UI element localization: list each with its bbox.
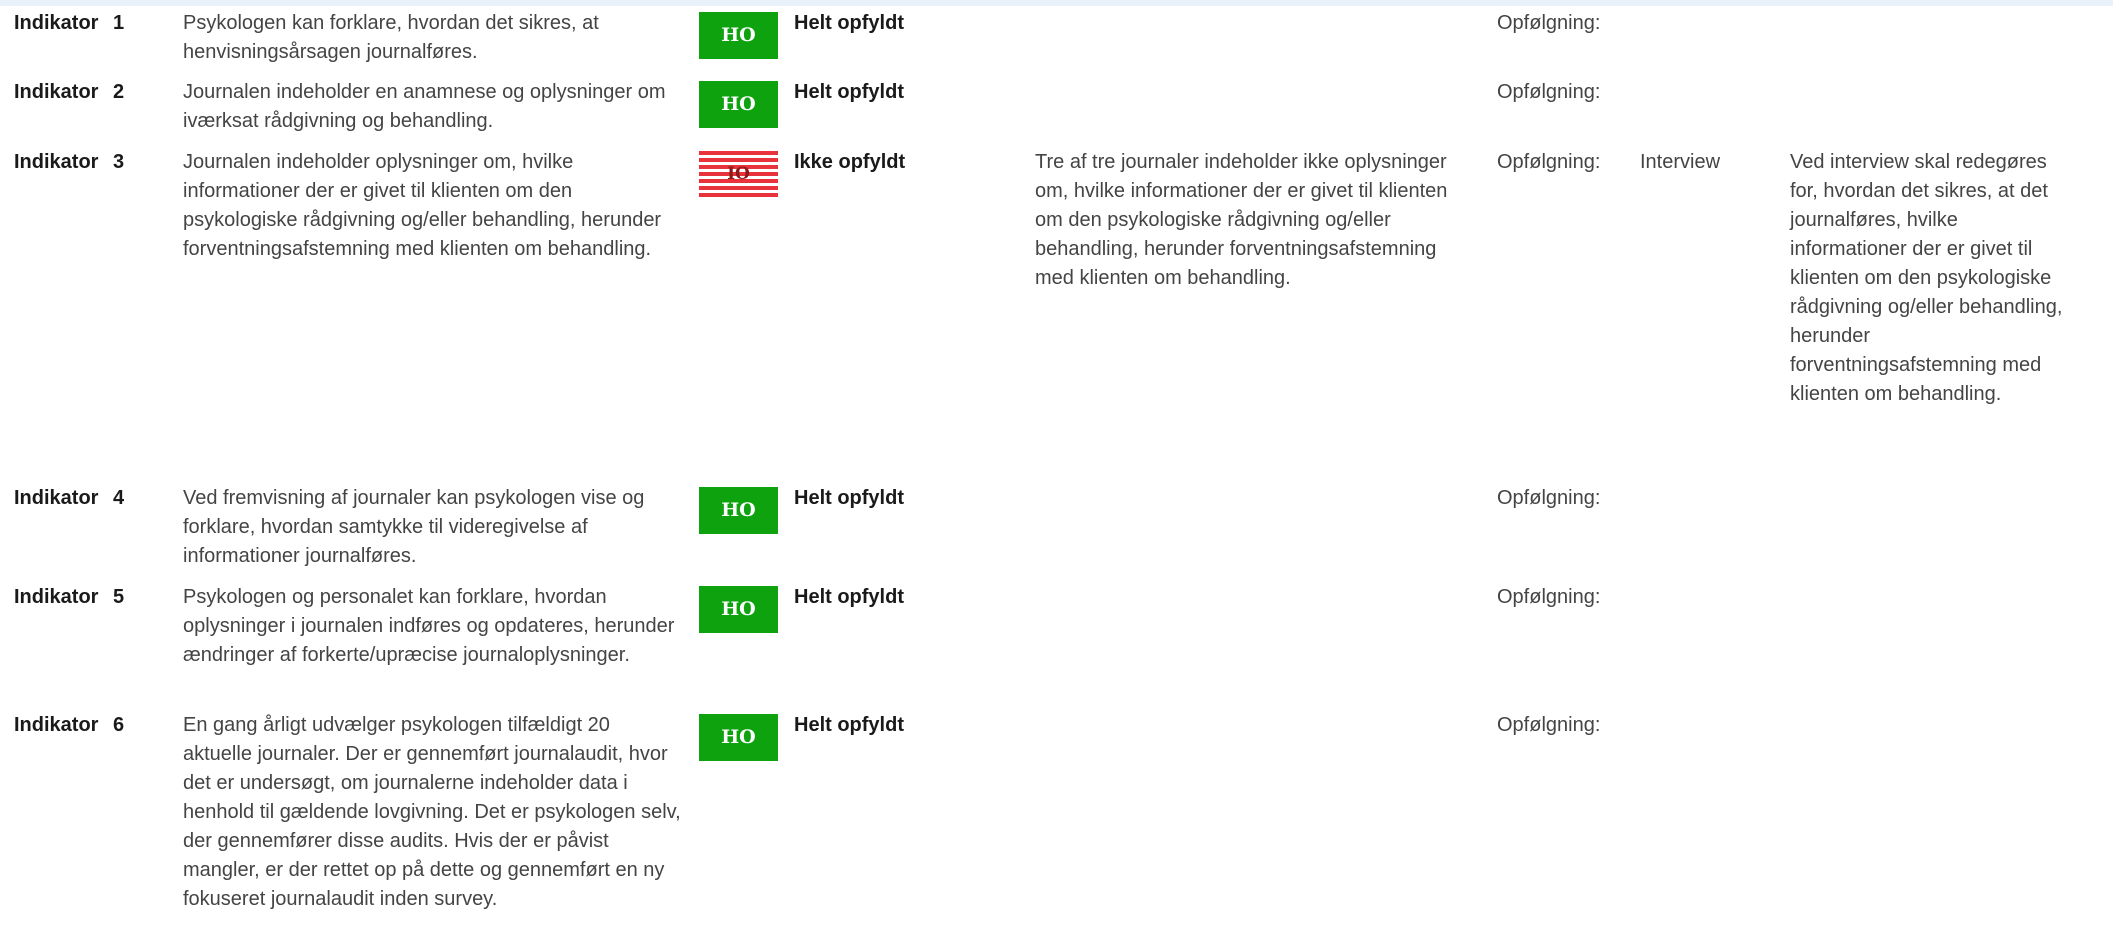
status-text: Helt opfyldt [794, 586, 904, 608]
indicator-label: Indikator [14, 586, 99, 608]
indicator-number: 2 [113, 81, 125, 103]
indicator-label: Indikator [14, 81, 99, 103]
indicator-description: Journalen indeholder en anamnese og oplysninger om iværksat rådgivning og behandling. [183, 81, 666, 132]
indicator-label: Indikator [14, 151, 99, 173]
status-badge-ho: HO [699, 81, 778, 128]
indicator-row-2 [0, 78, 2113, 138]
followup-label: Opfølgning: [1497, 586, 1601, 608]
indicator-description: Journalen indeholder oplysninger om, hvilke informationer der er givet til klienten om den psykologiske rådgivning og/eller behandling, herunder forventningsafstemning med klienten om behandling. [183, 151, 662, 260]
followup-note: Ved interview skal redegøres for, hvordan det sikres, at det journalføres, hvilke informationer der er givet til klienten om den psykologiske rådgivning og/eller behandling, herunder forventningsafstemning med klienten om behandling. [1790, 151, 2063, 405]
indicator-description: Psykologen og personalet kan forklare, hvordan oplysninger i journalen indføres og opdateres, herunder ændringer af forkerte/upræcise journaloplysninger. [183, 586, 675, 666]
indicator-label: Indikator [14, 714, 99, 736]
indicator-number: 1 [113, 12, 125, 34]
indicator-row-4 [0, 484, 2113, 574]
indicator-number: 5 [113, 586, 125, 608]
status-text: Helt opfyldt [794, 81, 904, 103]
top-border [0, 0, 2113, 6]
indicator-number: 3 [113, 151, 125, 173]
indicator-description: Ved fremvisning af journaler kan psykologen vise og forklare, hvordan samtykke til videregivelse af informationer journalføres. [183, 487, 645, 567]
indicator-row-1 [0, 9, 2113, 69]
indicator-row-5 [0, 583, 2113, 703]
indicator-row-6 [0, 711, 2113, 937]
followup-label: Opfølgning: [1497, 81, 1601, 103]
status-badge-ho: HO [699, 586, 778, 633]
status-text: Helt opfyldt [794, 714, 904, 736]
status-badge-ho: HO [699, 487, 778, 534]
status-text: Helt opfyldt [794, 487, 904, 509]
indicator-description: En gang årligt udvælger psykologen tilfældigt 20 aktuelle journaler. Der er gennemført journalaudit, hvor det er undersøgt, om journalerne indeholder data i henhold til gældende lovgivning. Det er psykologen selv, der gennemfører disse audits. Hvis der er påvist mangler, er der rettet op på dette og gennemført en ny fokuseret journalaudit inden survey. [183, 714, 681, 910]
followup-label: Opfølgning: [1497, 487, 1601, 509]
indicator-description: Psykologen kan forklare, hvordan det sikres, at henvisningsårsagen journalføres. [183, 12, 599, 63]
followup-type: Interview [1640, 151, 1721, 173]
status-badge-ho: HO [699, 714, 778, 761]
followup-label: Opfølgning: [1497, 12, 1601, 34]
status-badge-ho: HO [699, 12, 778, 59]
finding-text: Tre af tre journaler indeholder ikke oplysninger om, hvilke informationer der er givet til klienten om den psykologiske rådgivning og/eller behandling, herunder forventningsafstemning med klienten om behandling. [1035, 151, 1448, 289]
indicator-number: 4 [113, 487, 125, 509]
status-badge-io: IO [699, 151, 778, 198]
indicator-number: 6 [113, 714, 125, 736]
indicator-label: Indikator [14, 12, 99, 34]
status-text: Ikke opfyldt [794, 151, 906, 173]
status-text: Helt opfyldt [794, 12, 904, 34]
followup-label: Opfølgning: [1497, 151, 1601, 173]
indicator-label: Indikator [14, 487, 99, 509]
indicator-row-3 [0, 148, 2113, 468]
followup-label: Opfølgning: [1497, 714, 1601, 736]
